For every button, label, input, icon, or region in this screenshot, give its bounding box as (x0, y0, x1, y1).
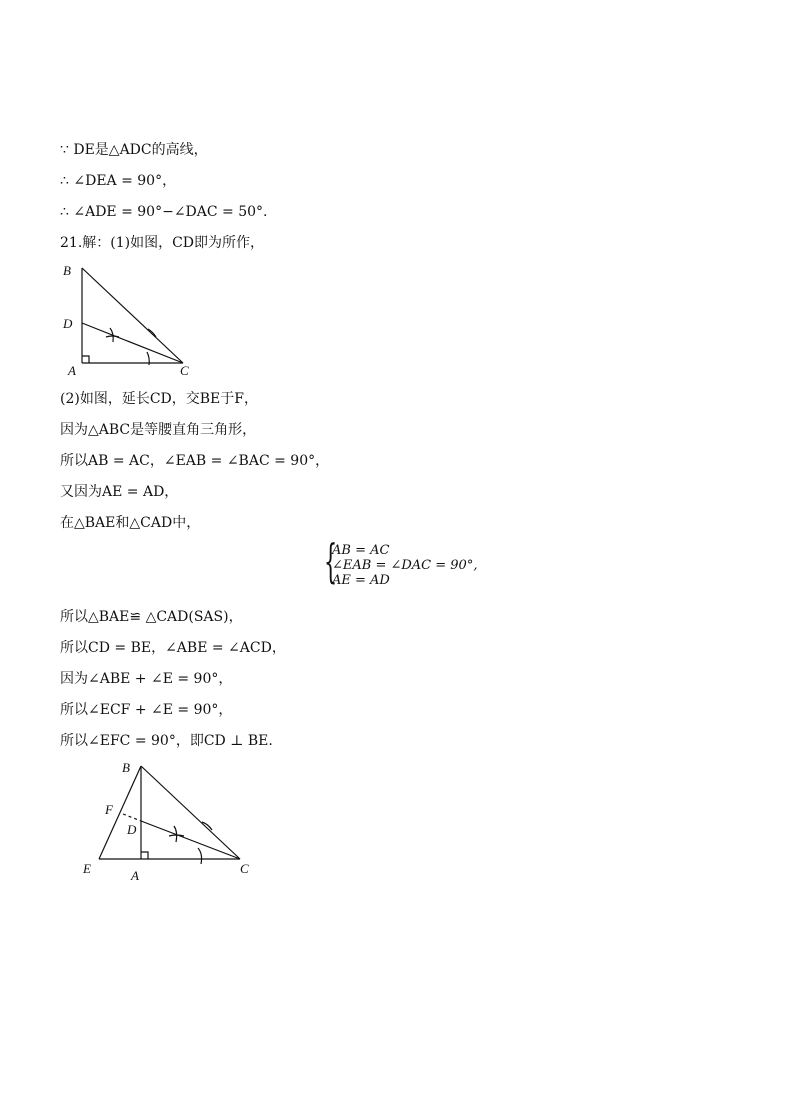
fig2-segment-dc (141, 821, 240, 859)
text-line-6: 因为△ABC是等腰直角三角形， (60, 422, 257, 438)
text-line-3: ∴ ∠ADE = 90°−∠DAC = 50°. (60, 204, 268, 220)
fig1-label-b: B (63, 263, 71, 278)
fig1-arc-4 (106, 336, 119, 337)
text-line-1: ∵ DE是△ADC的高线， (60, 142, 208, 158)
fig2-segment-fd-dashed (123, 814, 141, 821)
figure-1-triangle (56, 262, 216, 382)
text-line-11: 所以CD = BE，∠ABE = ∠ACD， (60, 640, 286, 656)
fig1-segment-cd (82, 323, 183, 363)
text-line-12: 因为∠ABE + ∠E = 90°， (60, 671, 233, 687)
left-brace: { (324, 534, 338, 588)
fig2-arc-1 (198, 848, 202, 864)
fig2-label-a: A (131, 868, 139, 883)
fig1-right-angle-mark (82, 356, 89, 363)
fig1-label-d: D (63, 316, 73, 331)
fig2-label-b: B (122, 760, 130, 775)
fig2-label-f: F (105, 802, 113, 817)
fig1-segment-bc (82, 268, 183, 363)
system-eq-3: AE = AD (332, 573, 390, 588)
text-line-5: (2)如图，延长CD，交BE于F， (60, 391, 258, 407)
text-line-14: 所以∠EFC = 90°，即CD ⊥ BE. (60, 733, 273, 749)
fig1-arc-2 (148, 329, 156, 337)
text-line-10: 所以△BAE≌ △CAD(SAS)， (60, 609, 243, 625)
system-eq-2: ∠EAB = ∠DAC = 90°, (332, 558, 478, 573)
text-line-8: 又因为AE = AD， (60, 484, 179, 500)
fig2-segment-bc (141, 766, 240, 859)
fig1-label-c: C (180, 363, 189, 378)
text-line-4: 21.解：(1)如图，CD即为所作， (60, 235, 265, 251)
fig2-right-angle-mark (141, 852, 148, 859)
figure-2-triangle (76, 756, 276, 886)
fig2-label-d: D (127, 822, 137, 837)
system-eq-1: AB = AC (332, 543, 390, 558)
text-line-7: 所以AB = AC，∠EAB = ∠BAC = 90°， (60, 453, 330, 469)
fig2-label-e: E (83, 861, 91, 876)
text-line-2: ∴ ∠DEA = 90°， (60, 173, 177, 189)
fig1-label-a: A (68, 363, 76, 378)
equation-system (324, 534, 524, 592)
fig2-label-c: C (240, 861, 249, 876)
text-line-13: 所以∠ECF + ∠E = 90°， (60, 702, 233, 718)
text-line-9: 在△BAE和△CAD中， (60, 515, 201, 531)
